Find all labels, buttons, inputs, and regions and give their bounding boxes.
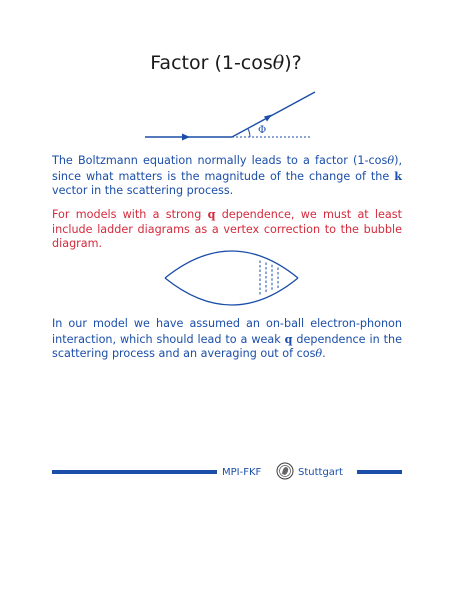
outgoing-line	[232, 92, 315, 137]
boltzmann-paragraph: The Boltzmann equation normally leads to a factor (1-cosθ), since what matters is the magnitude of the change of the k vector in the scattering process.	[52, 154, 402, 198]
bubble-diagram	[165, 251, 298, 305]
institute-seal-icon	[277, 463, 293, 479]
angle-label: Φ	[258, 125, 267, 136]
slide-title: Factor (1-cosθ)?	[150, 52, 302, 74]
model-paragraph: In our model we have assumed an on-ball electron-phonon interaction, which should lead to a weak q dependence in the scattering process and an averaging out of cosθ.	[52, 317, 402, 361]
footer-stuttgart: Stuttgart	[298, 467, 343, 478]
outgoing-arrow-icon	[264, 115, 272, 122]
scattering-diagram	[145, 92, 315, 141]
footer-mpi-fkf: MPI-FKF	[222, 467, 262, 478]
ladder-paragraph: For models with a strong q dependence, we must at least include ladder diagrams as a vertex correction to the bubble diagram.	[52, 207, 402, 251]
incoming-arrow-icon	[182, 134, 190, 141]
footer-bar-right	[357, 470, 402, 474]
angle-arc	[248, 129, 250, 138]
footer-bar-left	[52, 470, 217, 474]
